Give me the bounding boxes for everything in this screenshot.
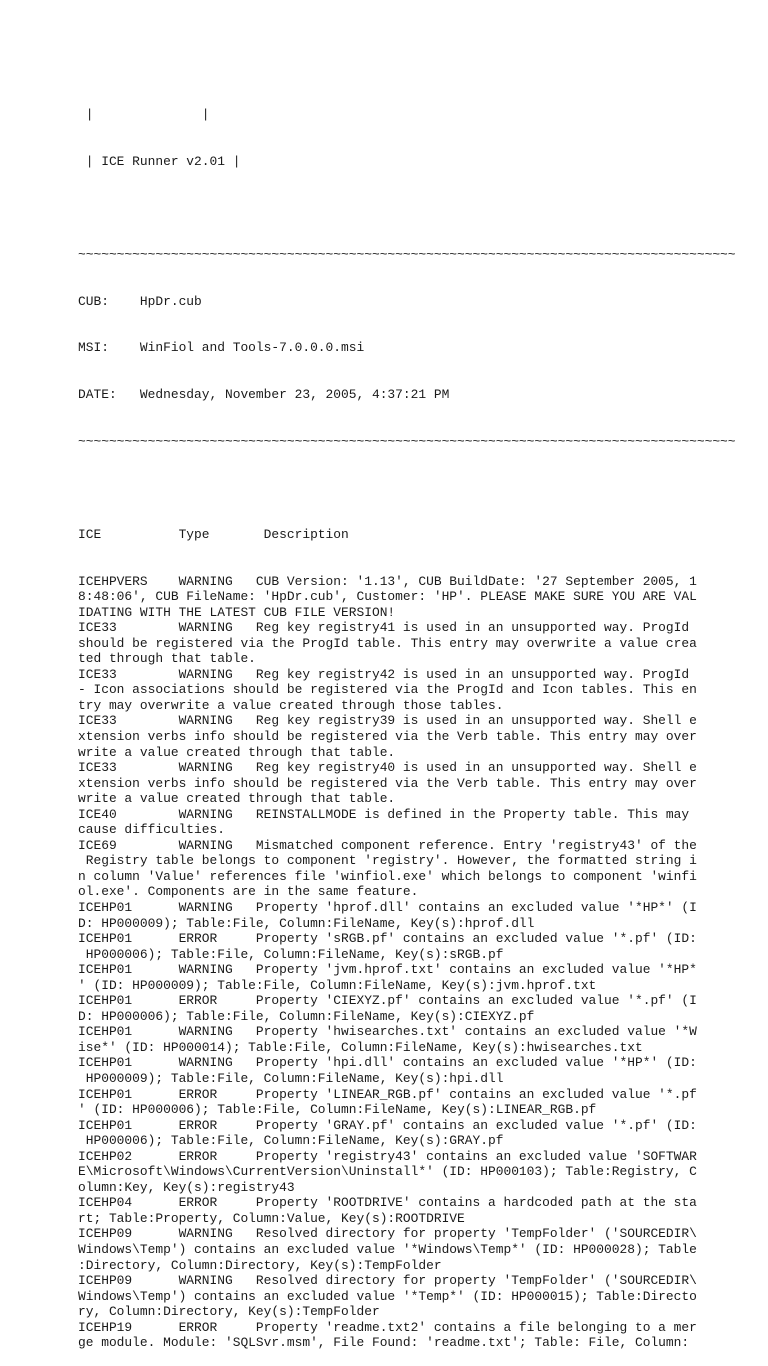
header-msi: MSI: WinFiol and Tools-7.0.0.0.msi — [78, 340, 365, 356]
report-line: ICEHP19 ERROR Property 'readme.txt2' contains a file belonging to a mer — [78, 1319, 697, 1335]
report-line: xtension verbs info should be registered via the Verb table. This entry may over — [78, 775, 697, 791]
report-line: ICEHP01 ERROR Property 'GRAY.pf' contains an excluded value '*.pf' (ID: — [78, 1117, 697, 1133]
banner-top-bar: | | — [78, 107, 210, 123]
report-line: ICEHP01 WARNING Property 'hpi.dll' contains an excluded value '*HP*' (ID: — [78, 1055, 697, 1071]
report-line: try may overwrite a value created through those tables. — [78, 697, 504, 713]
header-date: DATE: Wednesday, November 23, 2005, 4:37:21 PM — [78, 386, 450, 402]
report-line: ICE33 WARNING Reg key registry40 is used in an unsupported way. Shell e — [78, 760, 697, 776]
report-line: olumn:Key, Key(s):registry43 — [78, 1179, 295, 1195]
spacer — [78, 480, 718, 496]
report-line: ry, Column:Directory, Key(s):TempFolder — [78, 1304, 380, 1320]
report-line: rt; Table:Property, Column:Value, Key(s):ROOTDRIVE — [78, 1210, 465, 1226]
column-header: ICE Type Description — [78, 526, 349, 542]
report-lines — [78, 574, 718, 1351]
report-line: should be registered via the ProgId table. This entry may overwrite a value crea — [78, 635, 697, 651]
report-line: - Icon associations should be registered via the ProgId and Icon tables. This en — [78, 682, 697, 698]
report-line: ge module. Module: 'SQLSvr.msm', File Found: 'readme.txt'; Table: File, Column: — [78, 1335, 690, 1351]
report-line: Registry table belongs to component 'registry'. However, the formatted string i — [78, 853, 697, 869]
report-line: ise*' (ID: HP000014); Table:File, Column:FileName, Key(s):hwisearches.txt — [78, 1039, 643, 1055]
report-line: D: HP000009); Table:File, Column:FileName, Key(s):hprof.dll — [78, 915, 535, 931]
report-line: ' (ID: HP000009); Table:File, Column:FileName, Key(s):jvm.hprof.txt — [78, 977, 597, 993]
report-line: ICEHP01 WARNING Property 'hprof.dll' contains an excluded value '*HP*' (I — [78, 899, 697, 915]
report-line: ' (ID: HP000006); Table:File, Column:FileName, Key(s):LINEAR_RGB.pf — [78, 1102, 597, 1118]
report-line: D: HP000006); Table:File, Column:FileName, Key(s):CIEXYZ.pf — [78, 1008, 535, 1024]
report-line: ICEHP02 ERROR Property 'registry43' contains an excluded value 'SOFTWAR — [78, 1148, 697, 1164]
report-line: ICEHPVERS WARNING CUB Version: '1.13', CUB BuildDate: '27 September 2005, 1 — [78, 573, 697, 589]
report-line: ICE33 WARNING Reg key registry41 is used in an unsupported way. ProgId — [78, 620, 690, 636]
report-line: E\Microsoft\Windows\CurrentVersion\Uninstall*' (ID: HP000103); Table:Registry, C — [78, 1164, 697, 1180]
report-line: Windows\Temp') contains an excluded value '*Temp*' (ID: HP000015); Table:Directo — [78, 1288, 697, 1304]
separator-top: ~~~~~~~~~~~~~~~~~~~~~~~~~~~~~~~~~~~~~~~~~~~~~~~~~~~~~~~~~~~~~~~~~~~~~~~~~~~~~~~~~~~~~ — [78, 247, 736, 263]
report-line: ICEHP01 ERROR Property 'LINEAR_RGB.pf' contains an excluded value '*.pf — [78, 1086, 697, 1102]
report-line: ICEHP09 WARNING Resolved directory for property 'TempFolder' ('SOURCEDIR\ — [78, 1226, 697, 1242]
spacer — [78, 200, 718, 216]
report-line: ICEHP01 WARNING Property 'jvm.hprof.txt' contains an excluded value '*HP* — [78, 962, 697, 978]
report-line: ICE33 WARNING Reg key registry42 is used in an unsupported way. ProgId — [78, 666, 690, 682]
report-line: 8:48:06', CUB FileName: 'HpDr.cub', Customer: 'HP'. PLEASE MAKE SURE YOU ARE VAL — [78, 589, 697, 605]
report-line: ICEHP01 ERROR Property 'CIEXYZ.pf' contains an excluded value '*.pf' (I — [78, 993, 697, 1009]
report-line: ol.exe'. Components are in the same feature. — [78, 884, 419, 900]
report-line: xtension verbs info should be registered via the Verb table. This entry may over — [78, 728, 697, 744]
report-line: ICEHP01 ERROR Property 'sRGB.pf' contains an excluded value '*.pf' (ID: — [78, 931, 697, 947]
report-line: HP000006); Table:File, Column:FileName, Key(s):GRAY.pf — [78, 1133, 504, 1149]
report-line: ted through that table. — [78, 651, 256, 667]
report-line: ICE40 WARNING REINSTALLMODE is defined in the Property table. This may — [78, 806, 690, 822]
report-line: Windows\Temp') contains an excluded value '*Windows\Temp*' (ID: HP000028); Table — [78, 1242, 697, 1258]
separator-bottom: ~~~~~~~~~~~~~~~~~~~~~~~~~~~~~~~~~~~~~~~~~~~~~~~~~~~~~~~~~~~~~~~~~~~~~~~~~~~~~~~~~~~~~ — [78, 433, 736, 449]
header-cub: CUB: HpDr.cub — [78, 293, 202, 309]
report-line: ICE69 WARNING Mismatched component reference. Entry 'registry43' of the — [78, 837, 697, 853]
report-line: :Directory, Column:Directory, Key(s):TempFolder — [78, 1257, 442, 1273]
banner-title: | ICE Runner v2.01 | — [78, 153, 241, 169]
report-line: n column 'Value' references file 'winfiol.exe' which belongs to component 'winfi — [78, 868, 697, 884]
report-line: cause difficulties. — [78, 822, 225, 838]
report-line: write a value created through that table. — [78, 744, 396, 760]
report-line: write a value created through that table. — [78, 791, 396, 807]
report-line: HP000006); Table:File, Column:FileName, Key(s):sRGB.pf — [78, 946, 504, 962]
report-line: ICEHP01 WARNING Property 'hwisearches.txt' contains an excluded value '*W — [78, 1024, 697, 1040]
report-line: ICEHP09 WARNING Resolved directory for property 'TempFolder' ('SOURCEDIR\ — [78, 1273, 697, 1289]
report-line: ICE33 WARNING Reg key registry39 is used in an unsupported way. Shell e — [78, 713, 697, 729]
report-line: ICEHP04 ERROR Property 'ROOTDRIVE' contains a hardcoded path at the sta — [78, 1195, 697, 1211]
report-line: HP000009); Table:File, Column:FileName, Key(s):hpi.dll — [78, 1071, 504, 1086]
ice-report-document — [78, 76, 736, 1366]
report-line: IDATING WITH THE LATEST CUB FILE VERSION! — [78, 604, 396, 620]
